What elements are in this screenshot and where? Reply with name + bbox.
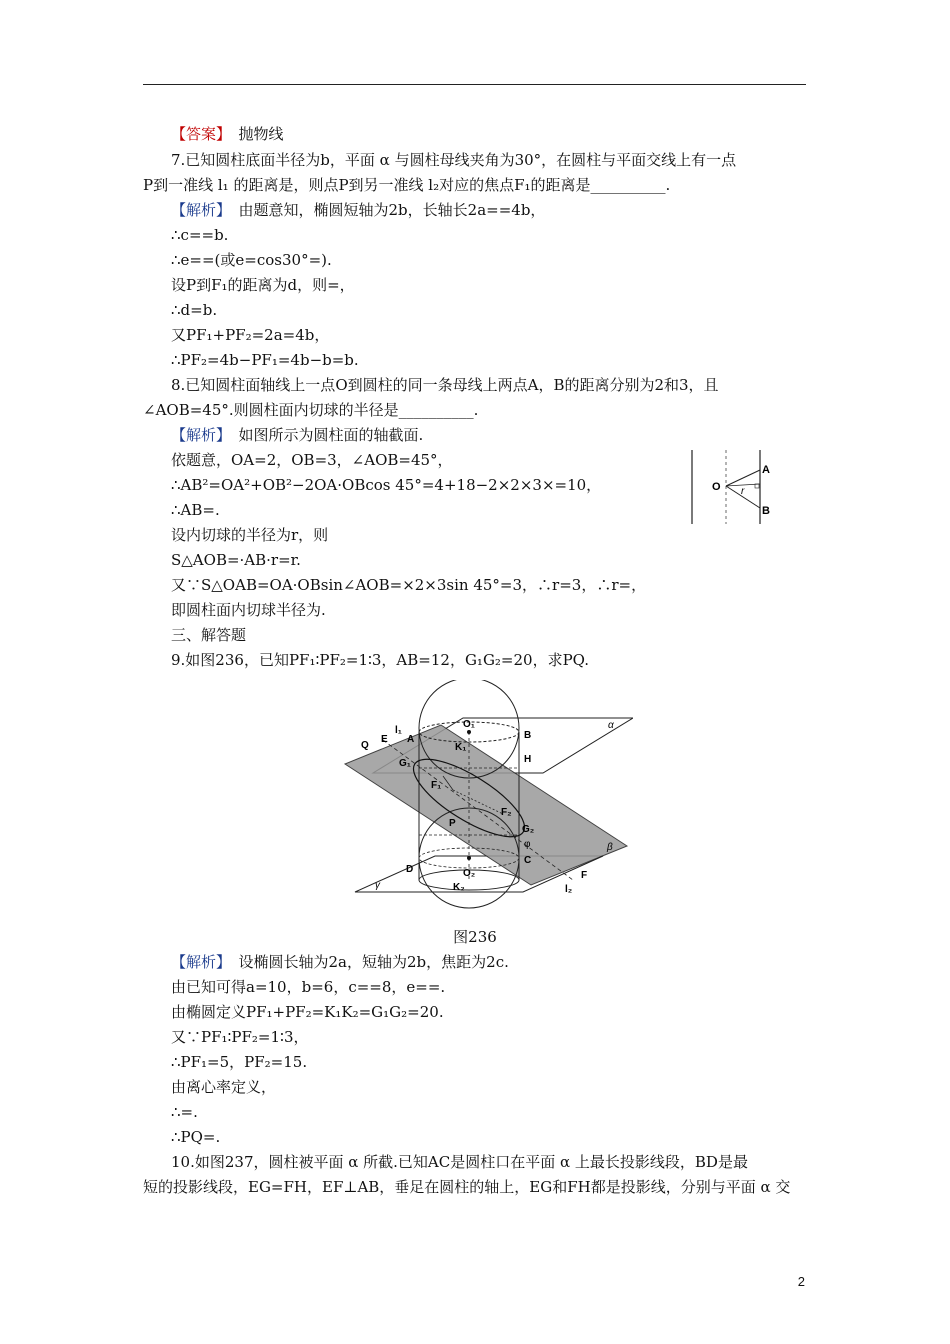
fig236-label: C [524, 855, 532, 866]
q7-step: ∴PF₂=4b−PF₁=4b−b=b. [171, 351, 359, 369]
q10-line2: 短的投影线段，EG=FH，EF⊥AB，垂足在圆柱的轴上，EG和FH都是投影线，分别与平面 α 交 [143, 1178, 791, 1196]
fig8-label-O: O [712, 481, 721, 493]
q8-step: ∴AB=. [171, 501, 220, 519]
q8-step: 依题意，OA=2，OB=3，∠AOB=45°， [171, 451, 453, 469]
q9-step: ∴PF₁=5，PF₂=15. [171, 1053, 308, 1071]
q9-step: 由已知可得a=10，b=6，c==8，e==. [171, 978, 446, 996]
fig236-label: G₁ [399, 758, 411, 769]
fig236-cylinder-diagram [343, 680, 633, 916]
fig236-label: β [607, 842, 613, 853]
answer-line: 【答案】 抛物线 [171, 125, 284, 143]
fig236-label: K₁ [455, 742, 467, 753]
q9-step: ∴PQ=. [171, 1128, 221, 1146]
fig236-label: E [381, 734, 388, 745]
fig236-label: F₂ [501, 807, 512, 818]
fig236-label: l₂ [565, 884, 573, 895]
q9-step: ∴=. [171, 1103, 198, 1121]
page-number: 2 [797, 1274, 805, 1289]
fig236-label: H [524, 754, 532, 765]
fig8-label-B: B [762, 505, 770, 517]
q8-step: 又∵S△OAB=OA·OBsin∠AOB=×2×3sin 45°=3，∴r=3，∴r=， [171, 576, 647, 594]
fig236-label: P [449, 818, 456, 829]
q8-line2: ∠AOB=45°.则圆柱面内切球的半径是__________. [143, 401, 479, 419]
q9-step: 又∵PF₁∶PF₂=1∶3， [171, 1028, 309, 1046]
header-rule [143, 84, 806, 85]
q7-step: 设P到F₁的距离为d，则=， [171, 276, 355, 294]
q7-step: 又PF₁+PF₂=2a=4b， [171, 326, 330, 344]
fig8-label-A: A [762, 464, 770, 476]
q8-step: ∴AB²=OA²+OB²−2OA·OBcos 45°=4+18−2×2×3×=10， [171, 476, 602, 494]
fig236-label: A [407, 734, 415, 745]
fig236-label: F [581, 870, 588, 881]
q8-step: 设内切球的半径为r，则 [171, 526, 329, 544]
fig236-label: F₁ [431, 780, 442, 791]
fig236-label: γ [375, 880, 380, 891]
q8-step: S△AOB=·AB·r=r. [171, 551, 301, 569]
fig236-label: O₂ [463, 868, 476, 879]
q9-step: 由离心率定义， [171, 1078, 277, 1096]
q10-line1: 10.如图237，圆柱被平面 α 所截.已知AC是圆柱口在平面 α 上最长投影线段，BD是最 [171, 1153, 748, 1171]
fig236-label: O₁ [463, 719, 475, 730]
q7-step: ∴c==b. [171, 226, 229, 244]
q7-step: ∴d=b. [171, 301, 218, 319]
fig236-label: α [608, 720, 614, 731]
section-heading: 三、解答题 [171, 626, 247, 644]
fig236-caption: 图236 [453, 928, 497, 946]
q7-solution-head: 【解析】 由题意知，椭圆短轴为2b，长轴长2a==4b， [171, 201, 546, 219]
fig236-label: l₁ [395, 725, 402, 736]
q7-line2: P到一准线 l₁ 的距离是，则点P到另一准线 l₂对应的焦点F₁的距离是__________. [143, 176, 671, 194]
q7-step: ∴e==(或e=cos30°=). [171, 251, 332, 269]
q9-solution-head: 【解析】 设椭圆长轴为2a，短轴为2b，焦距为2c. [171, 953, 509, 971]
fig236-label: G₂ [522, 824, 535, 835]
q7-line1: 7.已知圆柱底面半径为b，平面 α 与圆柱母线夹角为30°，在圆柱与平面交线上有一点 [171, 151, 737, 169]
fig236-label: D [406, 864, 414, 875]
q8-line1: 8.已知圆柱面轴线上一点O到圆柱的同一条母线上两点A，B的距离分别为2和3，且 [171, 376, 719, 394]
q8-step: 即圆柱面内切球半径为. [171, 601, 326, 619]
q9-line: 9.如图236，已知PF₁∶PF₂=1∶3，AB=12，G₁G₂=20，求PQ. [171, 651, 590, 669]
fig236-label: B [524, 730, 532, 741]
fig236-label: φ [524, 839, 531, 850]
q9-step: 由椭圆定义PF₁+PF₂=K₁K₂=G₁G₂=20. [171, 1003, 444, 1021]
fig236-label: Q [361, 740, 369, 751]
fig8-label-r: r [741, 486, 745, 497]
fig236-label: K₂ [453, 882, 465, 893]
fig8-axial-section [680, 448, 780, 528]
q8-solution-head: 【解析】 如图所示为圆柱面的轴截面. [171, 426, 424, 444]
